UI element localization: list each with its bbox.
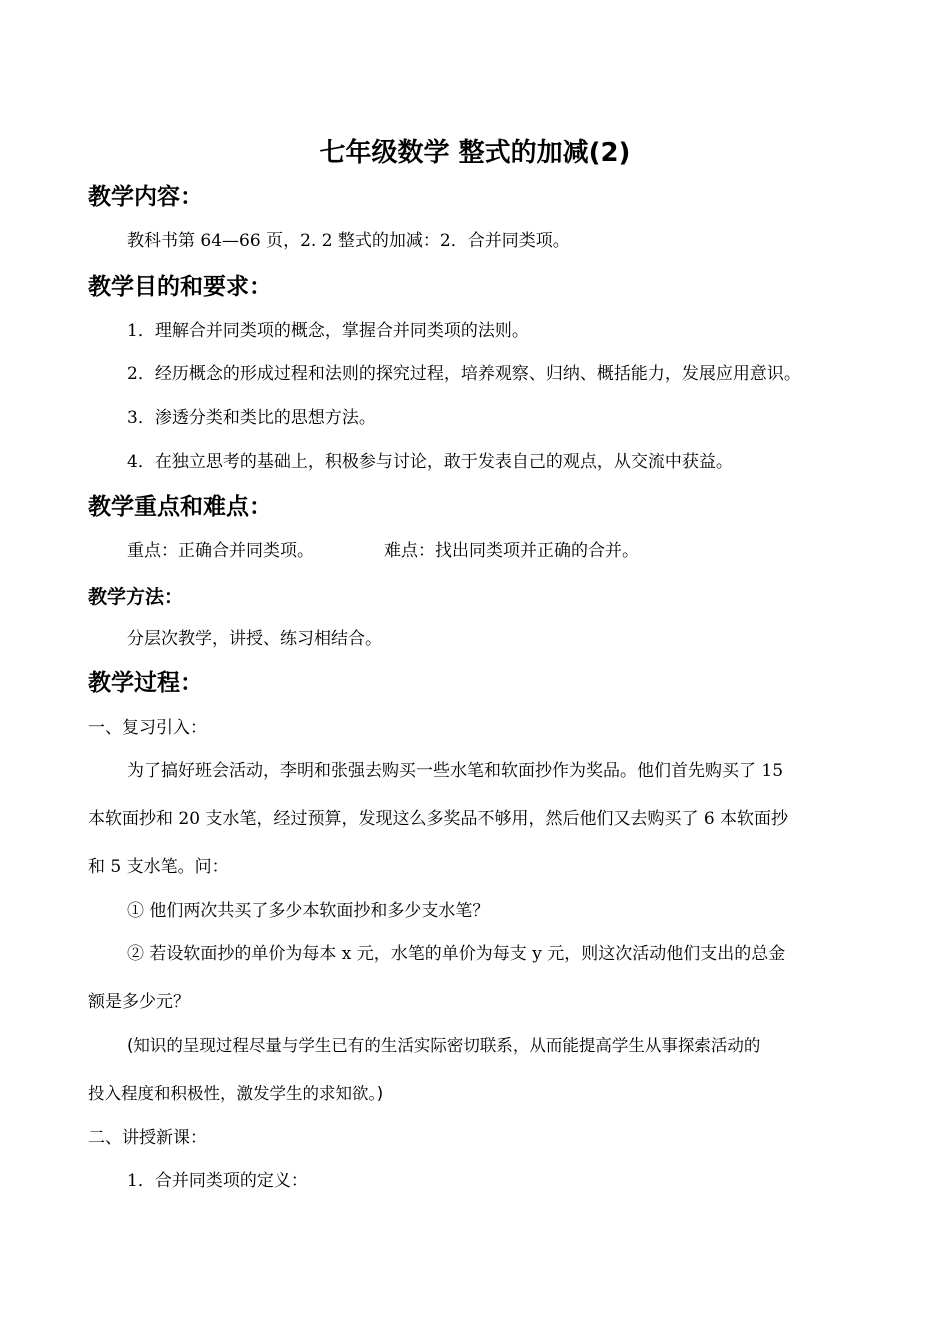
heading-goals: 教学目的和要求： [88, 274, 272, 300]
goal-item-4: 4．在独立思考的基础上，积极参与讨论，敢于发表自己的观点，从交流中获益。 [127, 452, 733, 472]
document-title: 七年级数学 整式的加减(2) [319, 138, 631, 168]
heading-process: 教学过程： [88, 670, 203, 696]
content-text: 教科书第 64—66 页，2. 2 整式的加减：2．合并同类项。 [127, 231, 570, 251]
part2-item-1: 1．合并同类项的定义： [127, 1171, 308, 1191]
question-1: ① 他们两次共买了多少本软面抄和多少支水笔？ [127, 901, 490, 921]
goal-item-1: 1．理解合并同类项的概念，掌握合并同类项的法则。 [127, 321, 529, 341]
heading-method: 教学方法： [88, 586, 184, 608]
note-line-1: (知识的呈现过程尽量与学生已有的生活实际密切联系，从而能提高学生从事探索活动的 [127, 1036, 761, 1055]
part2-heading: 二、讲授新课： [88, 1128, 207, 1148]
key-point: 重点：正确合并同类项。 [127, 541, 314, 561]
difficulty-point: 难点：找出同类项并正确的合并。 [384, 541, 639, 561]
method-text: 分层次教学，讲授、练习相结合。 [127, 629, 382, 649]
problem-line-2: 本软面抄和 20 支水笔，经过预算，发现这么多奖品不够用，然后他们又去购买了 6 本软面抄 [88, 809, 789, 829]
heading-key-points: 教学重点和难点： [88, 494, 272, 520]
problem-line-1: 为了搞好班会活动，李明和张强去购买一些水笔和软面抄作为奖品。他们首先购买了 15 [127, 761, 784, 781]
heading-teaching-content: 教学内容： [88, 184, 203, 210]
note-line-2: 投入程度和积极性，激发学生的求知欲。) [88, 1084, 384, 1103]
problem-line-3: 和 5 支水笔。问： [88, 857, 229, 877]
goal-item-2: 2．经历概念的形成过程和法则的探究过程，培养观察、归纳、概括能力，发展应用意识。 [127, 364, 801, 384]
question-2-line-1: ② 若设软面抄的单价为每本 x 元，水笔的单价为每支 y 元，则这次活动他们支出的总金 [127, 944, 786, 964]
question-2-line-2: 额是多少元？ [88, 992, 190, 1012]
part1-heading: 一、复习引入： [88, 718, 207, 738]
goal-item-3: 3．渗透分类和类比的思想方法。 [127, 408, 376, 428]
